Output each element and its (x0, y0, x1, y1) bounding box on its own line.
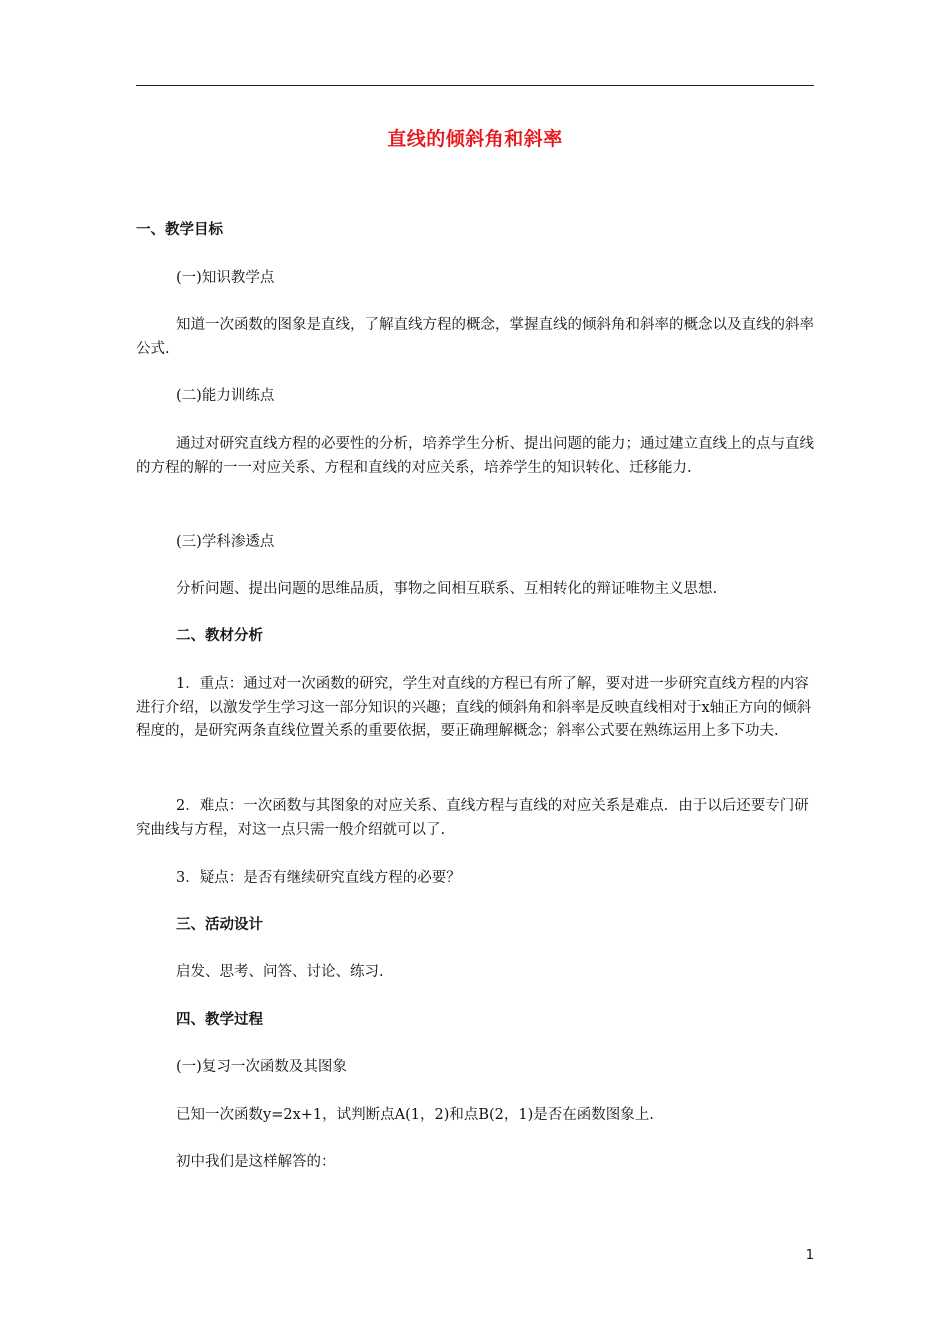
page-number: 1 (805, 1248, 814, 1263)
subheading-knowledge: (一)知识教学点 (176, 270, 275, 286)
section-heading-analysis: 二、教材分析 (176, 628, 263, 644)
header-rule (136, 85, 814, 86)
section-heading-objectives: 一、教学目标 (136, 222, 223, 238)
section-heading-activity: 三、活动设计 (176, 917, 263, 933)
subheading-ability: (二)能力训练点 (176, 388, 275, 404)
document-title: 直线的倾斜角和斜率 (387, 128, 563, 150)
paragraph-ability: 通过对研究直线方程的必要性的分析，培养学生分析、提出问题的能力；通过建立直线上的点与直线的方程的解的一一对应关系、方程和直线的对应关系，培养学生的知识转化、迁移能力. (136, 436, 814, 476)
paragraph-solution-intro: 初中我们是这样解答的： (176, 1154, 336, 1170)
subheading-review: (一)复习一次函数及其图象 (176, 1059, 347, 1075)
paragraph-key-point: 1．重点：通过对一次函数的研究，学生对直线的方程已有所了解，要对进一步研究直线方程的内容进行介绍，以激发学生学习这一部分知识的兴趣；直线的倾斜角和斜率是反映直线相对于x轴正方向的倾斜程度的，是研究两条直线位置关系的重要依据，要正确理解概念；斜率公式要在熟练运用上多下功夫. (136, 676, 812, 739)
paragraph-difficulty: 2．难点：一次函数与其图象的对应关系、直线方程与直线的对应关系是难点．由于以后还要专门研究曲线与方程，对这一点只需一般介绍就可以了. (136, 798, 809, 838)
subheading-discipline: (三)学科渗透点 (176, 534, 275, 550)
paragraph-knowledge: 知道一次函数的图象是直线，了解直线方程的概念，掌握直线的倾斜角和斜率的概念以及直线的斜率公式. (136, 317, 814, 357)
paragraph-discipline: 分析问题、提出问题的思维品质，事物之间相互联系、互相转化的辩证唯物主义思想. (176, 581, 718, 597)
paragraph-example: 已知一次函数y=2x+1，试判断点A(1，2)和点B(2，1)是否在函数图象上. (176, 1107, 654, 1123)
paragraph-activity: 启发、思考、问答、讨论、练习. (176, 964, 384, 980)
section-heading-process: 四、教学过程 (176, 1012, 263, 1028)
paragraph-doubt: 3．疑点：是否有继续研究直线方程的必要？ (176, 870, 461, 886)
